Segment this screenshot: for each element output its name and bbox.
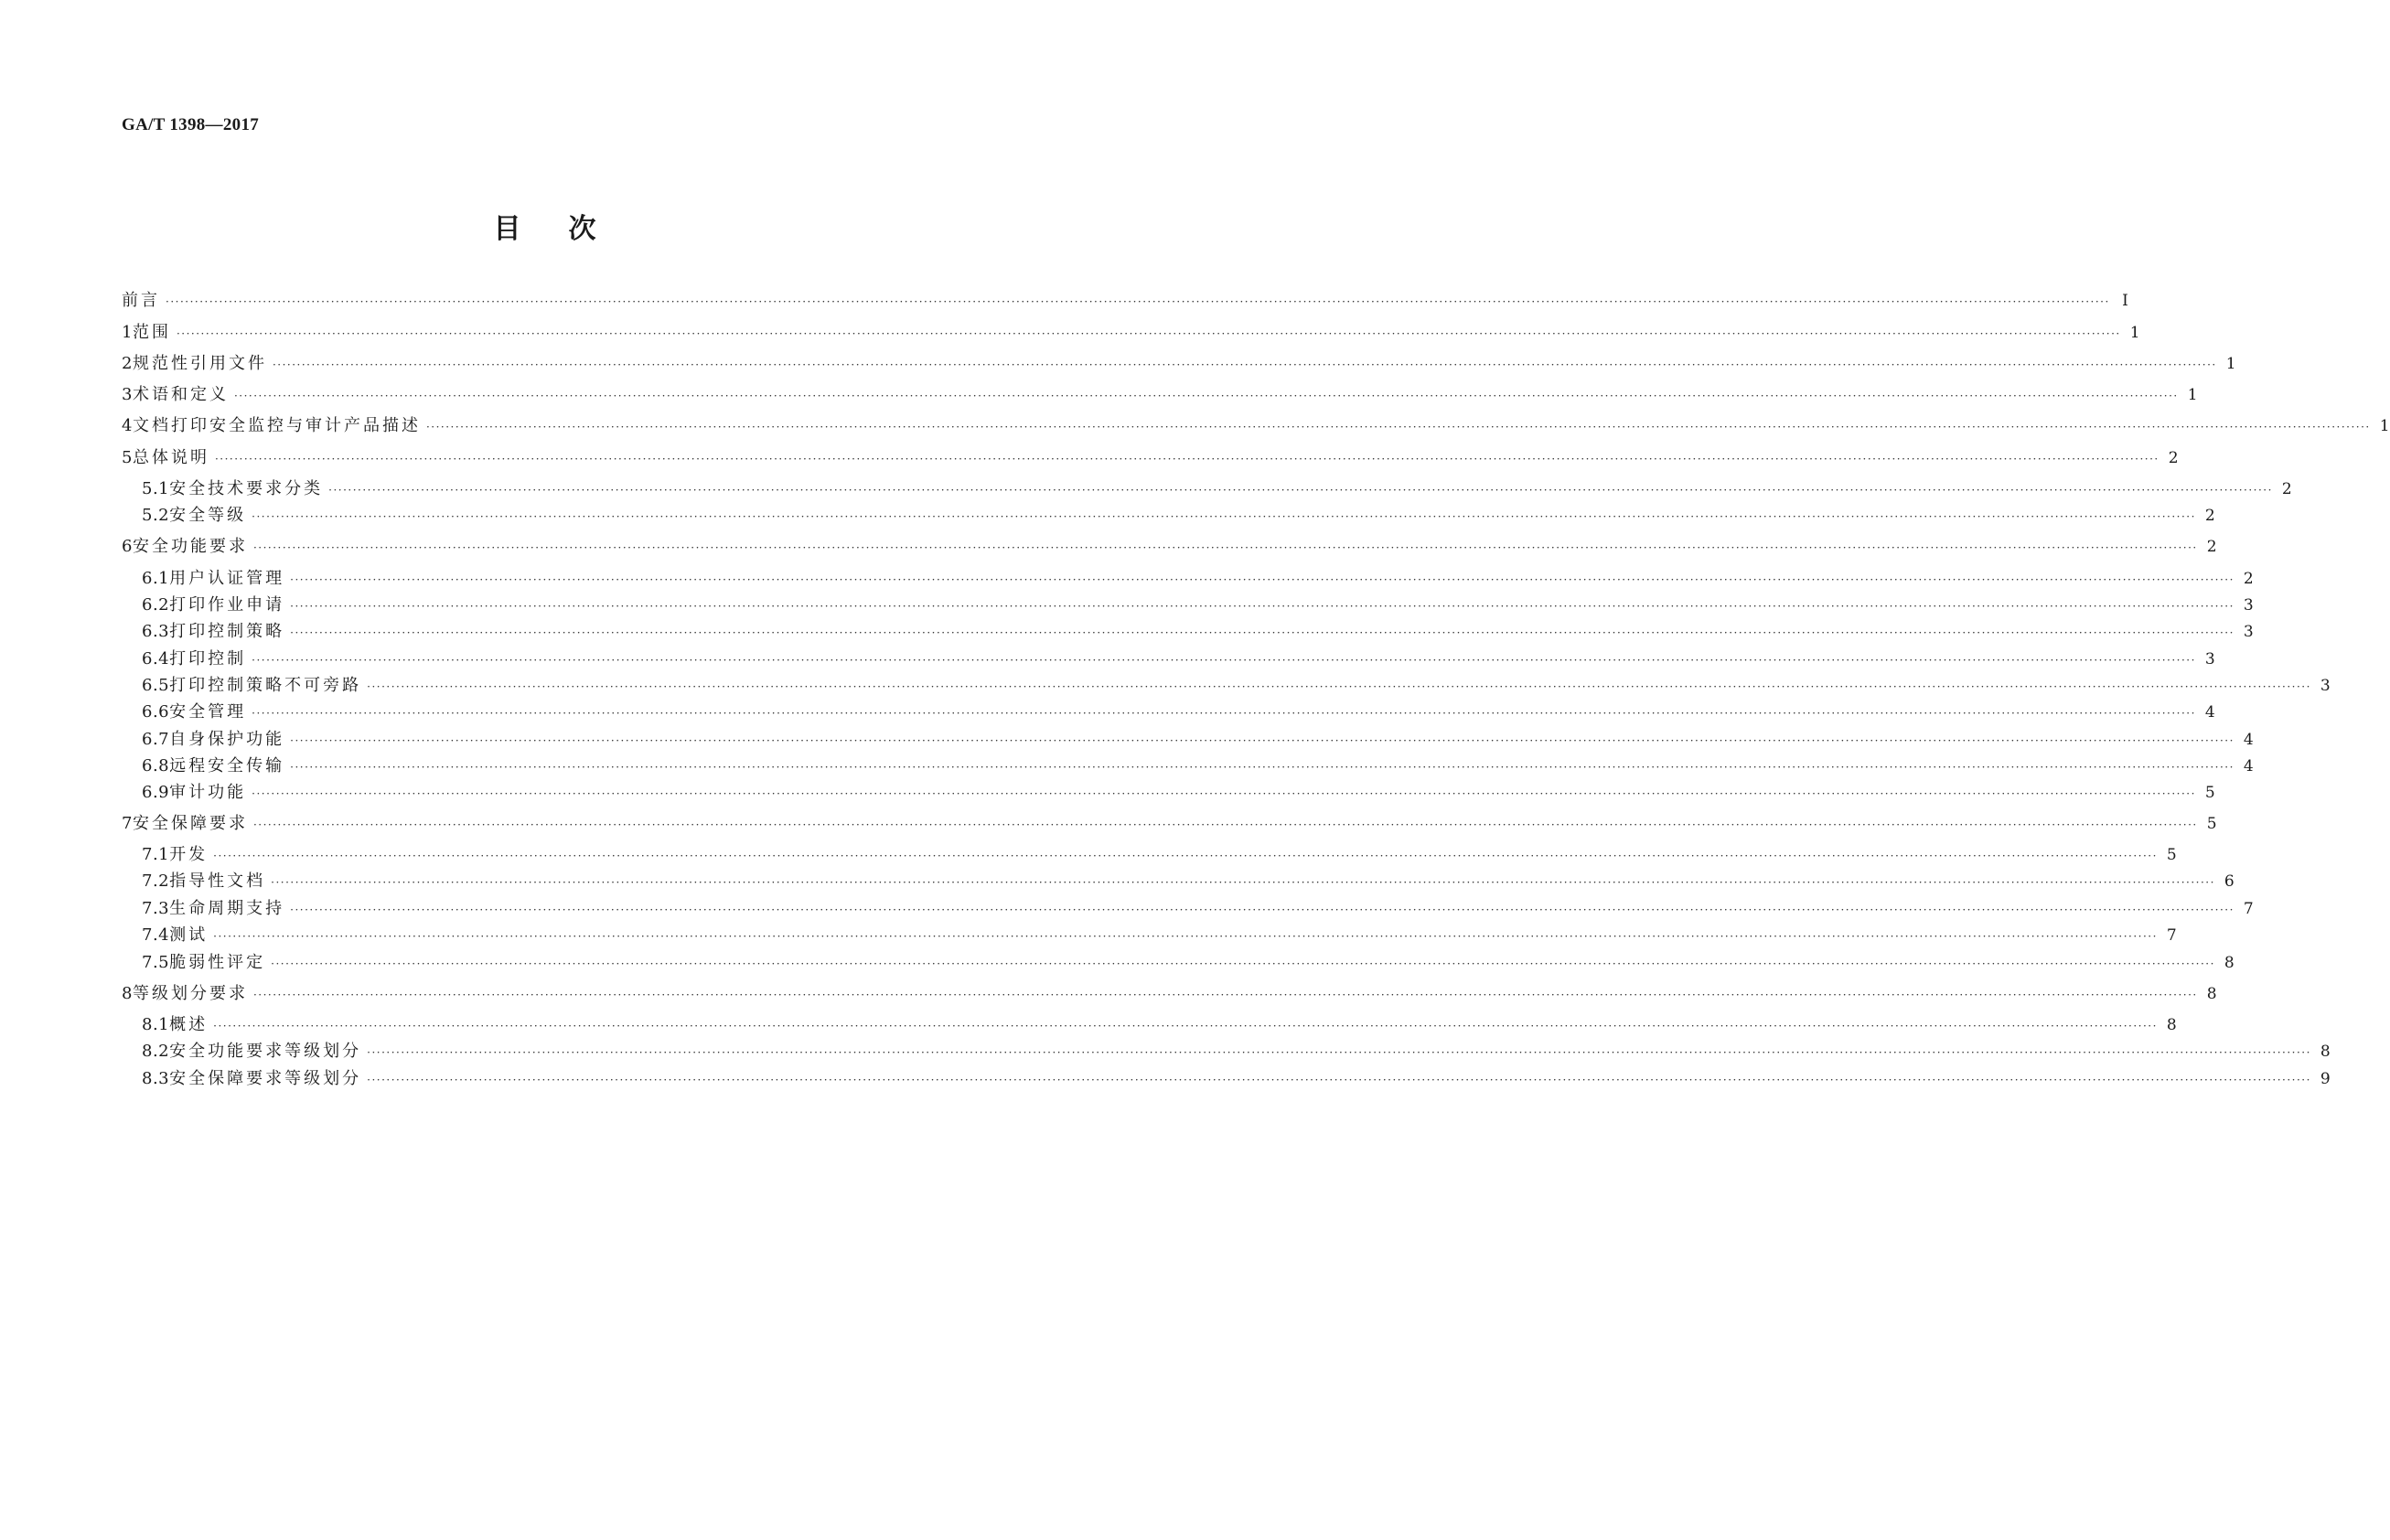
standard-code: GA/T 1398—2017	[122, 115, 260, 134]
toc-entry[interactable]	[122, 383, 2198, 407]
toc-entry-page: 1	[2379, 417, 2390, 435]
toc-leader-dots: ················································································································································································································································································································································································································	[272, 358, 2217, 371]
toc-leader-dots: ················································································································································································································································································································································································································	[213, 850, 2158, 862]
toc-entry[interactable]	[142, 754, 2254, 778]
toc-entry[interactable]	[142, 504, 2215, 528]
toc-entry-page: 5	[2166, 846, 2177, 864]
toc-leader-dots: ················································································································································································································································································································································································································	[252, 787, 2196, 800]
toc-entry-number: 6.9	[142, 783, 170, 802]
page-title: 目次	[493, 213, 644, 245]
toc-entry[interactable]	[142, 1040, 2331, 1064]
toc-leader-dots: ················································································································································································································································································································································································································	[271, 957, 2215, 970]
toc-entry-page: 4	[2243, 757, 2254, 775]
toc-entry-page: 2	[2281, 480, 2292, 498]
toc-leader-dots: ················································································································································································································································································································································································································	[290, 761, 2235, 774]
toc-entry-label: 用户认证管理	[169, 569, 285, 588]
toc-entry-number: 8.3	[142, 1069, 170, 1088]
toc-entry[interactable]	[142, 1067, 2331, 1091]
toc-entry-number: 6.4	[142, 649, 170, 668]
toc-entry-number: 6.2	[142, 595, 170, 615]
toc-entry-page: 8	[2166, 1016, 2177, 1034]
toc-entry-label: 审计功能	[169, 783, 247, 802]
toc-entry-label: 安全功能要求等级划分	[169, 1042, 362, 1061]
toc-leader-dots: ················································································································································································································································································································································································································	[166, 295, 2110, 308]
toc-leader-dots: ················································································································································································································································································································································································································	[233, 390, 2179, 402]
toc-entry-label: 指导性文档	[169, 872, 266, 891]
toc-entry-page: 1	[2187, 386, 2198, 404]
toc-entry-page: 7	[2166, 926, 2177, 945]
toc-leader-dots: ················································································································································································································································································································································································································	[290, 573, 2235, 586]
toc-entry-number: 6.6	[142, 702, 170, 722]
toc-entry-number: 6.8	[142, 756, 170, 775]
toc-leader-dots: ················································································································································································································································································································································································································	[367, 1046, 2311, 1059]
toc-entry-number: 8.2	[142, 1042, 170, 1061]
toc-entry[interactable]	[142, 700, 2215, 724]
toc-entry-number: 3	[122, 385, 133, 404]
toc-entry-label: 规范性引用文件	[132, 354, 267, 373]
toc-entry-label: 安全功能要求	[132, 537, 248, 556]
toc-entry-page: 2	[2206, 538, 2217, 556]
toc-entry-page: 2	[2204, 507, 2215, 525]
toc-entry-number: 6.5	[142, 676, 170, 695]
toc-entry-label: 术语和定义	[132, 385, 229, 404]
toc-entry-page: 9	[2320, 1070, 2331, 1088]
toc-entry[interactable]	[122, 535, 2217, 559]
toc-leader-dots: ················································································································································································································································································································································································································	[290, 626, 2235, 639]
toc-entry-label: 等级划分要求	[132, 984, 248, 1003]
toc-entry-number: 7.4	[142, 925, 170, 945]
toc-entry-number: 5	[122, 448, 133, 467]
toc-entry-label: 安全保障要求等级划分	[169, 1069, 362, 1088]
toc-entry-label: 前言	[122, 291, 160, 310]
toc-entry-number: 7.3	[142, 899, 170, 918]
toc-entry-number: 2	[122, 354, 133, 373]
toc-entry-label: 打印作业申请	[169, 595, 285, 615]
toc-entry-page: 5	[2204, 784, 2215, 802]
toc-entry-page: 4	[2243, 731, 2254, 749]
toc-entry-label: 安全保障要求	[132, 814, 248, 833]
toc-entry-number: 1	[122, 323, 133, 342]
toc-entry-label: 脆弱性评定	[169, 953, 266, 972]
toc-entry-page: 4	[2204, 703, 2215, 722]
toc-entry-label: 范围	[132, 323, 171, 342]
toc-entry[interactable]	[142, 477, 2292, 501]
toc-entry-page: 1	[2225, 355, 2236, 373]
toc-entry-number: 6	[122, 537, 133, 556]
toc-entry[interactable]	[142, 951, 2235, 975]
toc-entry[interactable]	[142, 781, 2215, 805]
toc-entry-number: 8	[122, 984, 133, 1003]
toc-entry[interactable]	[142, 1013, 2177, 1037]
toc-entry-label: 生命周期支持	[169, 899, 285, 918]
toc-leader-dots: ················································································································································································································································································································································································································	[213, 930, 2158, 943]
toc-entry[interactable]	[142, 567, 2254, 591]
toc-entry[interactable]	[122, 321, 2140, 345]
toc-leader-dots: ················································································································································································································································································································································································································	[252, 707, 2196, 720]
toc-leader-dots: ················································································································································································································································································································································································································	[425, 421, 2371, 433]
toc-leader-dots: ················································································································································································································································································································································································································	[367, 1074, 2311, 1086]
toc-entry-page: 7	[2243, 900, 2254, 918]
toc-leader-dots: ················································································································································································································································································································································································································	[271, 876, 2215, 889]
toc-entry-label: 远程安全传输	[169, 756, 285, 775]
toc-entry[interactable]	[142, 897, 2254, 921]
toc-entry-page: 3	[2320, 677, 2331, 695]
toc-entry-page: 6	[2224, 872, 2235, 891]
toc-entry-page: 8	[2224, 954, 2235, 972]
toc-entry[interactable]	[142, 728, 2254, 752]
toc-leader-dots: ················································································································································································································································································································································································································	[252, 541, 2198, 554]
toc-leader-dots: ················································································································································································································································································································································································································	[252, 818, 2198, 831]
toc-entry-page: 8	[2206, 985, 2217, 1003]
toc-entry-page: 3	[2243, 596, 2254, 615]
toc-entry[interactable]	[122, 414, 2390, 438]
toc-entry-label: 总体说明	[132, 448, 209, 467]
toc-entry-number: 6.3	[142, 622, 170, 641]
toc-leader-dots: ················································································································································································································································································································································································································	[214, 453, 2160, 465]
toc-entry-label: 打印控制策略	[169, 622, 285, 641]
toc-entry-label: 安全管理	[169, 702, 247, 722]
toc-leader-dots: ················································································································································································································································································································································································································	[290, 734, 2235, 747]
toc-entry[interactable]	[122, 289, 2128, 313]
toc-leader-dots: ················································································································································································································································································································································································································	[367, 680, 2311, 693]
toc-entry-number: 5.2	[142, 506, 170, 525]
toc-entry-number: 7	[122, 814, 133, 833]
toc-entry[interactable]	[142, 870, 2235, 893]
toc-entry-page: 2	[2243, 570, 2254, 588]
toc-entry[interactable]	[122, 812, 2217, 836]
toc-entry-number: 7.5	[142, 953, 170, 972]
toc-entry[interactable]	[142, 647, 2215, 671]
toc-entry-label: 自身保护功能	[169, 730, 285, 749]
toc-entry-page: 2	[2168, 449, 2179, 467]
toc-entry-number: 4	[122, 416, 133, 435]
toc-leader-dots: ················································································································································································································································································································································································································	[176, 327, 2121, 340]
toc-entry-number: 8.1	[142, 1015, 170, 1034]
toc-entry-page: Ⅰ	[2122, 292, 2128, 310]
toc-entry-page: 3	[2243, 623, 2254, 641]
toc-leader-dots: ················································································································································································································································································································································································································	[252, 654, 2196, 667]
toc-leader-dots: ················································································································································································································································································································································································································	[290, 904, 2235, 916]
toc-entry-label: 安全技术要求分类	[169, 479, 324, 498]
toc-entry[interactable]	[142, 594, 2254, 617]
toc-entry-label: 打印控制策略不可旁路	[169, 676, 362, 695]
toc-entry-label: 测试	[169, 925, 209, 945]
toc-entry-page: 3	[2204, 650, 2215, 668]
toc-entry-page: 8	[2320, 1043, 2331, 1061]
toc-leader-dots: ················································································································································································································································································································································································································	[290, 600, 2235, 613]
toc-entry-page: 1	[2129, 324, 2140, 342]
toc-entry-label: 安全等级	[169, 506, 247, 525]
toc-entry-number: 6.1	[142, 569, 170, 588]
toc-entry[interactable]	[122, 352, 2236, 376]
toc-entry-label: 打印控制	[169, 649, 247, 668]
toc-entry-label: 开发	[169, 845, 209, 864]
toc-entry-label: 概述	[169, 1015, 209, 1034]
toc-entry-number: 5.1	[142, 479, 170, 498]
toc-entry-number: 7.2	[142, 872, 170, 891]
toc-leader-dots: ················································································································································································································································································································································································································	[252, 989, 2198, 1001]
toc-leader-dots: ················································································································································································································································································································································································································	[328, 484, 2273, 497]
toc-entry[interactable]	[122, 982, 2217, 1006]
toc-entry-number: 6.7	[142, 730, 170, 749]
toc-leader-dots: ················································································································································································································································································································································································································	[213, 1020, 2158, 1032]
toc-leader-dots: ················································································································································································································································································································································································································	[252, 510, 2196, 523]
toc-entry-number: 7.1	[142, 845, 170, 864]
toc-entry[interactable]	[142, 620, 2254, 644]
toc-entry-page: 5	[2206, 815, 2217, 833]
toc-entry[interactable]	[122, 446, 2179, 470]
toc-entry-label: 文档打印安全监控与审计产品描述	[132, 416, 421, 435]
toc-entry[interactable]	[142, 674, 2331, 698]
toc-entry[interactable]	[142, 843, 2177, 867]
toc-entry[interactable]	[142, 924, 2177, 947]
